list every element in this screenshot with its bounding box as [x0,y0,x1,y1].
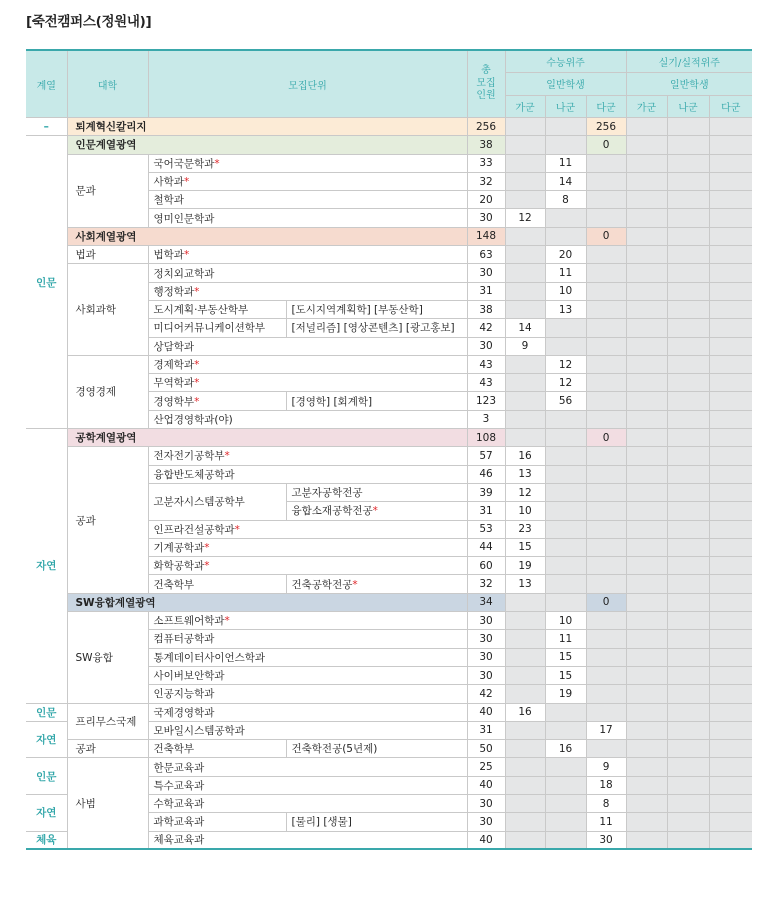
unit-cell: 상담학과 [148,337,467,355]
total-cell: 42 [467,319,505,337]
unit-cell: 과학교육과 [148,813,286,831]
quota-cell: 18 [586,776,626,794]
total-cell: 30 [467,813,505,831]
unit-cell: 건축학부 [148,740,286,758]
major-cell: 건축공학전공* [286,575,467,593]
category-cell: 인문 [26,703,67,721]
unit-cell: 산업경영학과(야) [148,410,467,428]
unit-cell: 정치외교학과 [148,264,467,282]
unit-cell: 화학공학과* [148,557,467,575]
total-cell: 20 [467,191,505,209]
header-general-practical: 일반학생 [626,73,752,96]
college-cell: 법과 [67,246,148,264]
quota-cell: 9 [586,758,626,776]
quota-cell: 13 [505,575,545,593]
header-category: 계열 [26,50,67,118]
header-group-da: 다군 [586,95,626,118]
category-cell: 체육 [26,831,67,849]
total-cell: 30 [467,666,505,684]
quota-cell: 14 [545,172,586,190]
total-cell: 38 [467,136,505,154]
quota-cell: 17 [586,721,626,739]
total-cell: 50 [467,740,505,758]
total-cell: 43 [467,355,505,373]
category-cell: 자연 [26,721,67,758]
total-cell: 38 [467,300,505,318]
total-cell: 32 [467,172,505,190]
unit-cell: 한문교육과 [148,758,467,776]
unit-cell: 통계데이터사이언스학과 [148,648,467,666]
total-cell: 123 [467,392,505,410]
quota-cell: 10 [545,282,586,300]
table-row [26,136,752,154]
unit-cell: 건축학부 [148,575,286,593]
header-group-na-2: 나군 [667,95,709,118]
quota-cell: 16 [505,703,545,721]
total-cell: 39 [467,483,505,501]
college-cell: 사회과학 [67,264,148,355]
section-label: 공학계열광역 [67,429,467,447]
unit-cell: 기계공학과* [148,538,467,556]
unit-cell: 인공지능학과 [148,685,467,703]
college-cell: 공과 [67,447,148,593]
quota-cell: 11 [545,630,586,648]
quota-cell: 256 [586,118,626,136]
quota-cell: 0 [586,227,626,245]
total-cell: 30 [467,630,505,648]
total-cell: 40 [467,703,505,721]
table-row [26,703,752,721]
unit-cell: 체육교육과 [148,831,467,849]
unit-cell: 고분자시스템공학부 [148,483,286,520]
college-cell: 공과 [67,740,148,758]
quota-cell: 15 [545,648,586,666]
unit-cell: 행정학과* [148,282,467,300]
total-cell: 148 [467,227,505,245]
college-cell: 경영경제 [67,355,148,428]
table-row [26,355,752,373]
total-cell: 30 [467,209,505,227]
quota-cell: 56 [545,392,586,410]
section-label: SW융합계열광역 [67,593,467,611]
total-cell: 42 [467,685,505,703]
header-practical: 실기/실적위주 [626,50,752,73]
unit-cell: 사학과* [148,172,467,190]
quota-cell: 16 [505,447,545,465]
total-cell: 40 [467,776,505,794]
major-cell: [물리] [생물] [286,813,467,831]
quota-cell: 13 [505,465,545,483]
college-cell: 문과 [67,154,148,227]
header-group-da-2: 다군 [709,95,752,118]
major-cell: 융합소재공학전공* [286,502,467,520]
header-college: 대학 [67,50,148,118]
table-row [26,447,752,465]
quota-cell: 12 [505,483,545,501]
total-cell: 31 [467,721,505,739]
quota-cell: 11 [545,154,586,172]
major-cell: 고분자공학전공 [286,483,467,501]
unit-cell: 철학과 [148,191,467,209]
category-cell: 인문 [26,758,67,795]
college-cell: SW융합 [67,612,148,703]
admission-table [26,49,752,850]
quota-cell: 8 [586,794,626,812]
category-cell: 인문 [26,136,67,429]
header-csat: 수능위주 [505,50,626,73]
unit-cell: 인프라건설공학과* [148,520,467,538]
quota-cell: 16 [545,740,586,758]
quota-cell: 9 [505,337,545,355]
quota-cell: 14 [505,319,545,337]
college-cell: 사범 [67,758,148,849]
quota-cell: 23 [505,520,545,538]
table-row [26,246,752,264]
total-cell: 32 [467,575,505,593]
unit-cell: 특수교육과 [148,776,467,794]
quota-cell: 15 [545,666,586,684]
quota-cell: 0 [586,593,626,611]
unit-cell: 무역학과* [148,374,467,392]
quota-cell: 15 [505,538,545,556]
quota-cell: 12 [545,374,586,392]
total-cell: 30 [467,264,505,282]
major-cell: 건축학전공(5년제) [286,740,467,758]
quota-cell: 10 [505,502,545,520]
major-cell: [경영학] [회계학] [286,392,467,410]
unit-cell: 국어국문학과* [148,154,467,172]
table-row [26,264,752,282]
table-row [26,612,752,630]
total-cell: 44 [467,538,505,556]
unit-cell: 전자전기공학부* [148,447,467,465]
unit-cell: 컴퓨터공학과 [148,630,467,648]
total-cell: 40 [467,831,505,849]
quota-cell: 0 [586,429,626,447]
total-cell: 30 [467,794,505,812]
unit-cell: 모바일시스템공학과 [148,721,467,739]
header-group-na: 나군 [545,95,586,118]
total-cell: 34 [467,593,505,611]
header-group-ga: 가군 [505,95,545,118]
total-cell: 60 [467,557,505,575]
category-cell: 자연 [26,794,67,831]
table-row [26,758,752,776]
total-cell: 30 [467,337,505,355]
unit-cell: 도시계획·부동산학부 [148,300,286,318]
header-general-csat: 일반학생 [505,73,626,96]
unit-cell: 소프트웨어학과* [148,612,467,630]
section-label: 퇴계혁신칼리지 [67,118,467,136]
quota-cell: 19 [545,685,586,703]
total-cell: 25 [467,758,505,776]
total-cell: 63 [467,246,505,264]
table-row [26,429,752,447]
category-cell: 자연 [26,429,67,703]
table-row [26,593,752,611]
header-total: 총 모집 인원 [467,50,505,118]
section-label: 인문계열광역 [67,136,467,154]
header-unit: 모집단위 [148,50,467,118]
quota-cell: 12 [545,355,586,373]
quota-cell: 30 [586,831,626,849]
unit-cell: 경제학과* [148,355,467,373]
major-cell: [저널리즘] [영상콘텐츠] [광고홍보] [286,319,467,337]
quota-cell: 13 [545,300,586,318]
page-title: [죽전캠퍼스(정원내)] [26,14,152,30]
total-cell: 43 [467,374,505,392]
table-row [26,740,752,758]
total-cell: 30 [467,612,505,630]
unit-cell: 법학과* [148,246,467,264]
unit-cell: 융합반도체공학과 [148,465,467,483]
unit-cell: 영미인문학과 [148,209,467,227]
quota-cell: 0 [586,136,626,154]
unit-cell: 사이버보안학과 [148,666,467,684]
total-cell: 108 [467,429,505,447]
unit-cell: 수학교육과 [148,794,467,812]
quota-cell: 10 [545,612,586,630]
major-cell: [도시지역계획학] [부동산학] [286,300,467,318]
table-row [26,227,752,245]
unit-cell: 미디어커뮤니케이션학부 [148,319,286,337]
table-row [26,118,752,136]
table-row [26,154,752,172]
unit-cell: 국제경영학과 [148,703,467,721]
total-cell: 46 [467,465,505,483]
header-group-ga-2: 가군 [626,95,667,118]
total-cell: 30 [467,648,505,666]
total-cell: 31 [467,282,505,300]
total-cell: 57 [467,447,505,465]
quota-cell: 20 [545,246,586,264]
college-cell: 프리무스국제 [67,703,148,740]
total-cell: 3 [467,410,505,428]
category-cell: – [26,118,67,136]
quota-cell: 19 [505,557,545,575]
quota-cell: 11 [545,264,586,282]
total-cell: 53 [467,520,505,538]
total-cell: 33 [467,154,505,172]
quota-cell: 11 [586,813,626,831]
quota-cell: 12 [505,209,545,227]
total-cell: 31 [467,502,505,520]
section-label: 사회계열광역 [67,227,467,245]
quota-cell: 8 [545,191,586,209]
total-cell: 256 [467,118,505,136]
unit-cell: 경영학부* [148,392,286,410]
